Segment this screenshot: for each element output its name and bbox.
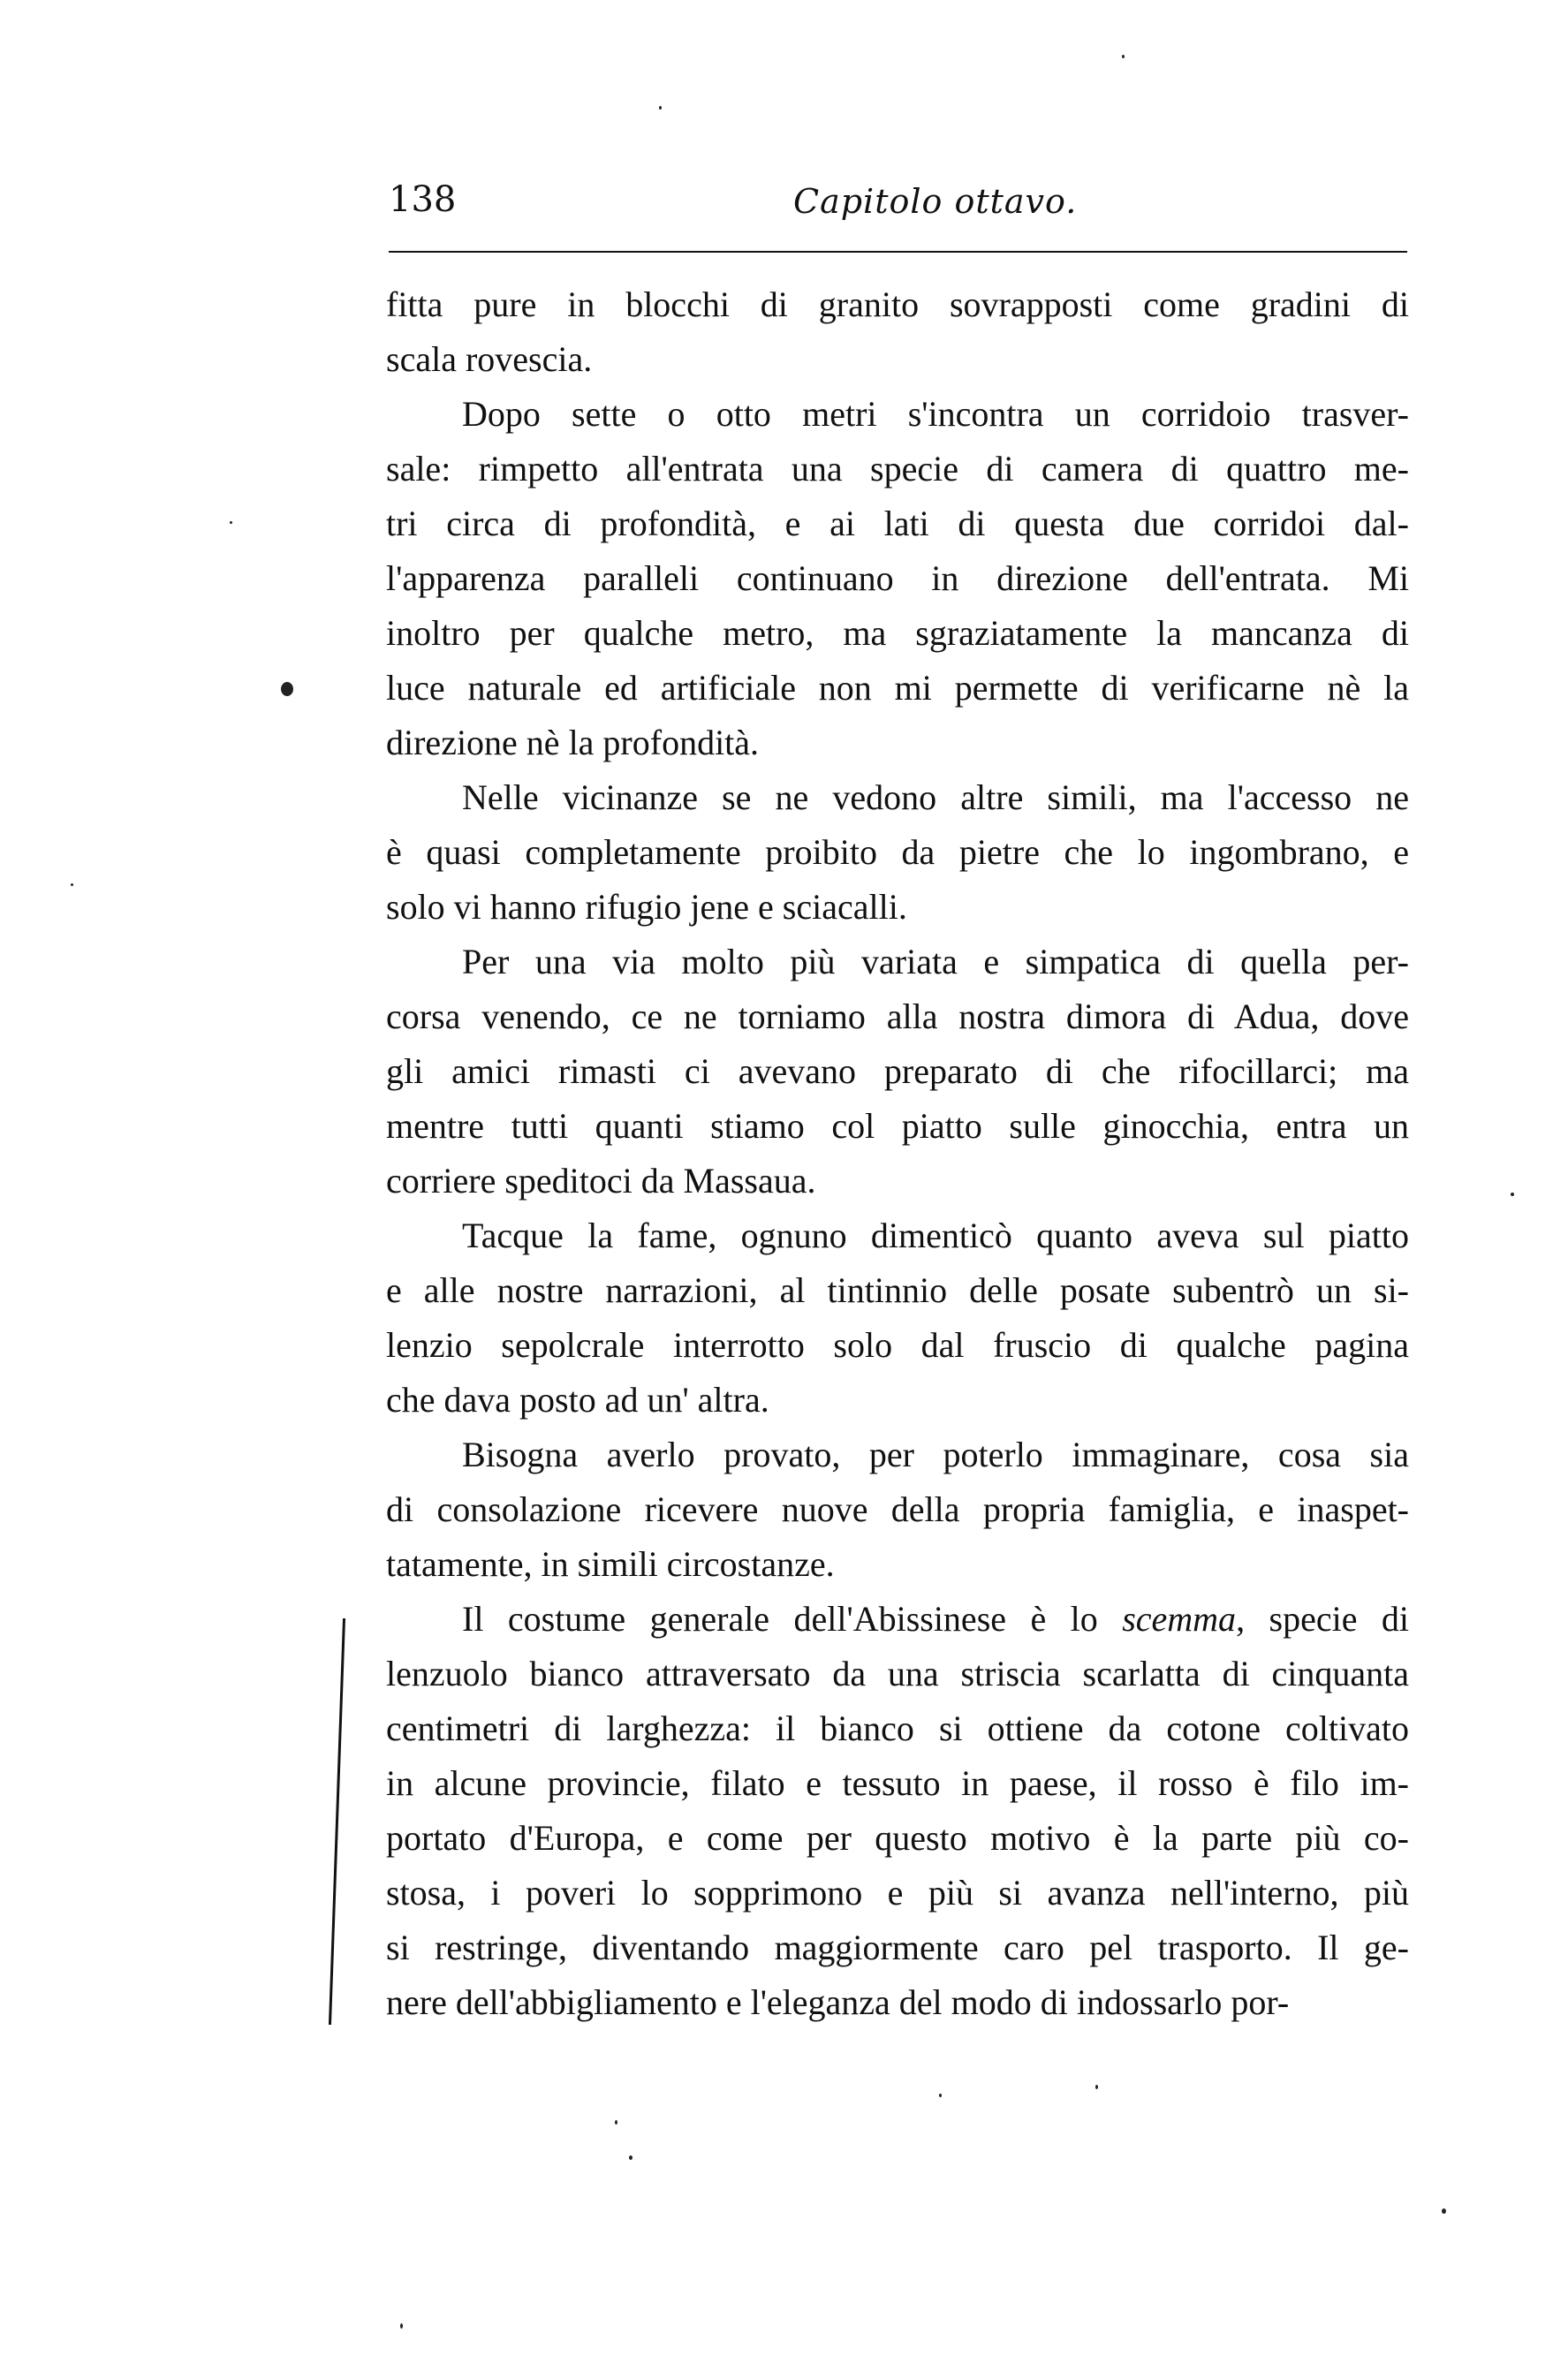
text-line: lenzuolo bianco attraversato da una striscia scarlatta di cinquanta: [386, 1654, 1409, 1693]
text-line: sale: rimpetto all'entrata una specie di camera di quattro me-: [386, 449, 1409, 489]
text-line: lenzio sepolcrale interrotto solo dal fruscio di qualche pagina: [386, 1325, 1409, 1365]
text-line: mentre tutti quanti stiamo col piatto sulle ginocchia, entra un: [386, 1106, 1409, 1146]
italic-term: scemma: [1122, 1599, 1237, 1639]
text-line: Bisogna averlo provato, per poterlo immaginare, cosa sia: [462, 1435, 1409, 1474]
header-rule: [389, 251, 1407, 253]
text-line: Nelle vicinanze se ne vedono altre simili, ma l'accesso ne: [462, 777, 1409, 817]
scan-speck: [230, 521, 232, 524]
text-line: fitta pure in blocchi di granito sovrapposti come gradini di: [386, 284, 1409, 324]
text-line: tri circa di profondità, e ai lati di questa due corridoi dal-: [386, 504, 1409, 543]
text-line: che dava posto ad un' altra.: [386, 1380, 769, 1420]
margin-annotation-bar: [329, 1618, 345, 2025]
scan-speck: [659, 106, 662, 110]
text-line: centimetri di larghezza: il bianco si ottiene da cotone coltivato: [386, 1708, 1409, 1748]
text-line: in alcune provincie, filato e tessuto in paese, il rosso è filo im-: [386, 1763, 1409, 1803]
text-line: è quasi completamente proibito da pietre che lo ingombrano, e: [386, 832, 1409, 872]
scan-speck: [400, 2323, 403, 2329]
page-number: 138: [389, 179, 457, 220]
scan-speck: [1095, 2085, 1098, 2089]
scan-speck: [615, 2120, 617, 2125]
text-line: gli amici rimasti ci avevano preparato di che rifocillarci; ma: [386, 1051, 1409, 1091]
text-line: di consolazione ricevere nuove della propria famiglia, e inaspet-: [386, 1489, 1409, 1529]
text-line: nere dell'abbigliamento e l'eleganza del modo di indossarlo por-: [386, 1982, 1290, 2022]
scan-speck: [1442, 2208, 1446, 2214]
text-line: si restringe, diventando maggiormente caro pel trasporto. Il ge-: [386, 1928, 1409, 1967]
text-line: l'apparenza paralleli continuano in direzione dell'entrata. Mi: [386, 558, 1409, 598]
text-line: corriere speditoci da Massaua.: [386, 1161, 816, 1201]
text-line: Il costume generale dell'Abissinese è lo scemma, specie di: [462, 1599, 1409, 1639]
text-line: solo vi hanno rifugio jene e sciacalli.: [386, 887, 907, 927]
text-line: tatamente, in simili circostanze.: [386, 1544, 835, 1584]
text-line: scala rovescia.: [386, 339, 593, 379]
scan-speck: [629, 2155, 633, 2160]
text-line: inoltro per qualche metro, ma sgraziatamente la mancanza di: [386, 613, 1409, 653]
text-line: corsa venendo, ce ne torniamo alla nostra dimora di Adua, dove: [386, 996, 1409, 1036]
scan-speck: [1122, 55, 1125, 58]
scan-speck: [281, 682, 293, 696]
text-line: luce naturale ed artificiale non mi permette di verificarne nè la: [386, 668, 1409, 708]
scan-speck: [1511, 1193, 1514, 1196]
text-line: Tacque la fame, ognuno dimenticò quanto aveva sul piatto: [462, 1216, 1409, 1255]
running-title: Capitolo ottavo.: [793, 182, 1078, 221]
text-line: Dopo sette o otto metri s'incontra un corridoio trasver-: [462, 394, 1409, 434]
text-line: portato d'Europa, e come per questo motivo è la parte più co-: [386, 1818, 1409, 1858]
text-line: e alle nostre narrazioni, al tintinnio delle posate subentrò un si-: [386, 1270, 1409, 1310]
text-line: direzione nè la profondità.: [386, 723, 760, 762]
text-line: stosa, i poveri lo sopprimono e più si avanza nell'interno, più: [386, 1873, 1409, 1913]
scan-speck: [71, 883, 73, 886]
scan-speck: [939, 2094, 942, 2097]
text-line: Per una via molto più variata e simpatica di quella per-: [462, 942, 1409, 981]
